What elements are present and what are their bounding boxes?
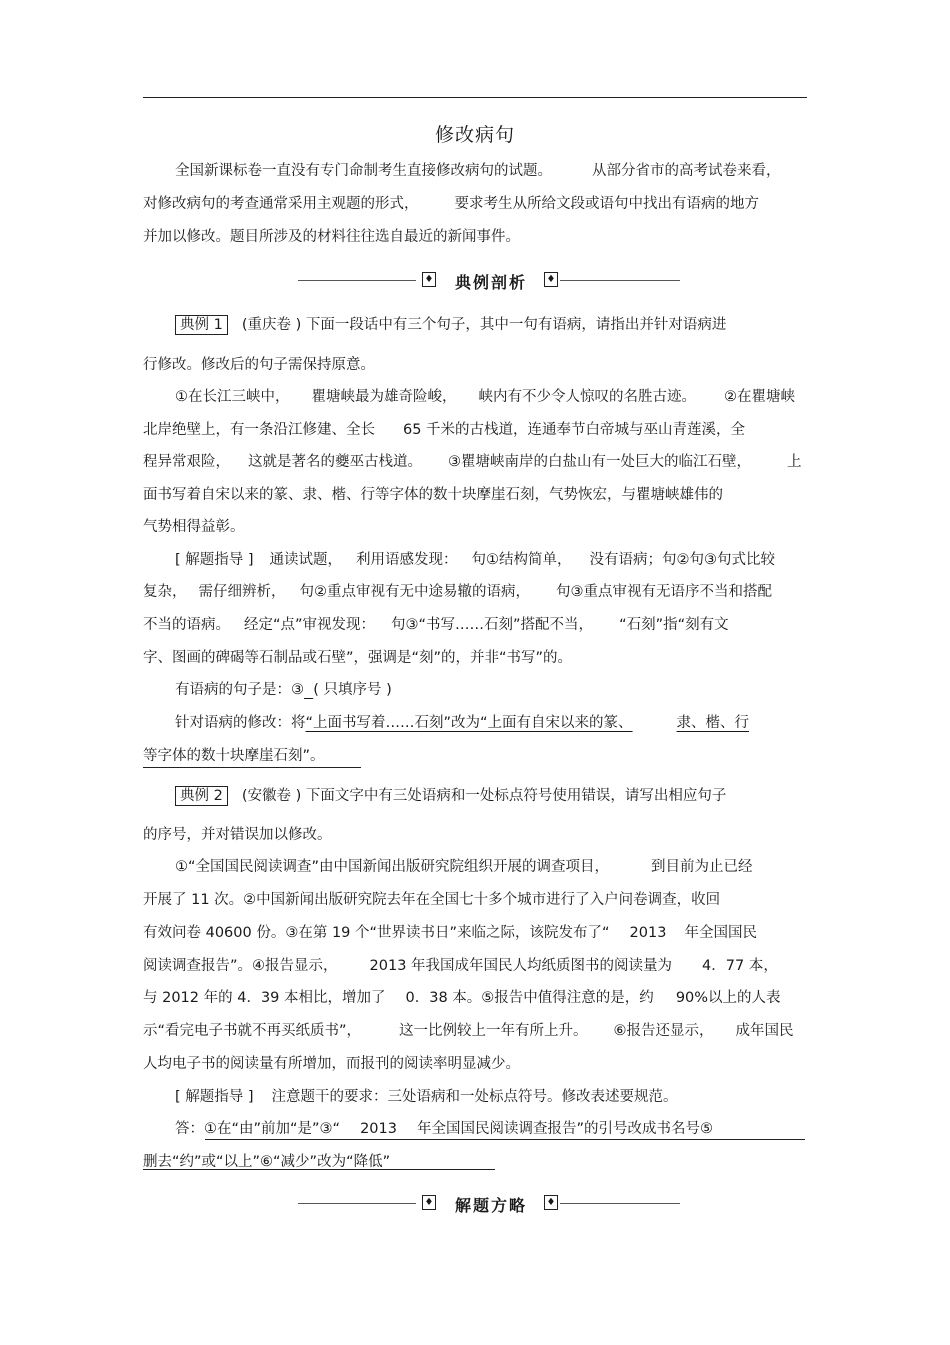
passage-text: 到目前为止已经 <box>651 859 753 875</box>
example-text: (安徽卷 ) 下面文字中有三处语病和一处标点符号使用错误，请写出相应句子 <box>241 788 727 804</box>
example-1-heading <box>175 315 726 335</box>
guide-label: [ 解题指导 ] <box>175 1089 254 1105</box>
passage-text: ①“全国国民阅读调查”由中国新闻出版研究院组织开展的调查项目， <box>175 859 610 875</box>
section-header-strategies <box>298 1192 680 1216</box>
example-2-passage: 人均电子书的阅读量有所增加，而报刊的阅读率明显减少。 <box>143 1056 520 1072</box>
answer-text: 等字体的数十块摩崖石刻”。 <box>143 748 325 764</box>
answer-text: “上面书写着……石刻”改为“上面有自宋以来的篆、 <box>305 715 633 731</box>
passage-text: ①在长江三峡中， <box>175 389 290 405</box>
guide-text: 句③重点审视有无语序不当和搭配 <box>556 584 772 600</box>
guide-text: 句③“书写……石刻”搭配不当， <box>391 617 594 633</box>
intro-line-2 <box>143 194 759 214</box>
guide-text: 利用语感发现： <box>356 552 458 568</box>
answer-label: 答： <box>175 1121 204 1137</box>
answer-text: 隶、楷、行 <box>676 715 750 731</box>
example-1-heading-cont: 行修改。修改后的句子需保持原意。 <box>143 357 375 373</box>
answer-text: 年全国国民阅读调查报告”的引号改成书名号⑤ <box>416 1121 713 1137</box>
guide-text: 经定“点”审视发现： <box>244 617 376 633</box>
passage-text: ⑥报告还显示， <box>613 1023 714 1039</box>
passage-text: 这就是著名的夔巫古栈道。 <box>248 454 422 470</box>
intro-text: 全国新课标卷一直没有专门命制考生直接修改病句的试题。 <box>175 163 552 179</box>
passage-text: 峡内有不少令人惊叹的名胜古迹。 <box>478 389 696 405</box>
divider <box>560 280 680 281</box>
divider <box>298 280 416 281</box>
question-text: 有语病的句子是：③ <box>175 682 304 698</box>
passage-text: 90%以上的人表 <box>675 990 781 1006</box>
quill-icon: ♦ <box>544 272 558 287</box>
guide-label: [ 解题指导 ] <box>175 552 254 568</box>
passage-text: ③瞿塘峡南岸的白盐山有一处巨大的临江石壁， <box>448 454 751 470</box>
question-text: ( 只填序号 ) <box>313 682 392 698</box>
guide-text: “石刻”指“刻有文 <box>619 617 729 633</box>
header-rule <box>143 97 807 98</box>
guide-text: 需仔细辨析， <box>198 584 286 600</box>
intro-line-1 <box>175 161 781 181</box>
example-1-passage: 面书写着自宋以来的篆、隶、楷、行等字体的数十块摩崖石刻，气势恢宏，与瞿塘峡雄伟的 <box>143 487 723 503</box>
passage-text: 4．77 本， <box>702 958 778 974</box>
answer-underline <box>143 1169 495 1170</box>
example-1-answer <box>143 746 325 766</box>
example-2-passage <box>143 956 778 976</box>
example-2-passage <box>143 923 757 943</box>
divider <box>560 1203 680 1204</box>
example-2-answer: 删去“约”或“以上”⑥“减少”改为“降低” <box>143 1154 391 1170</box>
answer-underline <box>143 767 361 768</box>
example-2-passage <box>143 1021 794 1041</box>
guide-text: 不当的语病。 <box>143 617 230 633</box>
answer-text: 2013 <box>360 1121 397 1137</box>
example-tag: 典例 2 <box>175 786 228 806</box>
passage-text: 0．38 本。⑤报告中值得注意的是，约 <box>405 990 654 1006</box>
passage-text: 65 千米的古栈道，连通奉节白帝城与巫山青莲溪，全 <box>403 422 746 438</box>
passage-text: 示“看完电子书就不再买纸质书”， <box>143 1023 362 1039</box>
intro-line-3: 并加以修改。题目所涉及的材料往往选自最近的新闻事件。 <box>143 229 520 245</box>
passage-text: 有效问卷 40600 份。③在第 19 个“世界读书日”来临之际，该院发布了“ <box>143 925 610 941</box>
page-title: 修改病句 <box>434 124 515 146</box>
example-2-passage <box>175 857 753 877</box>
example-1-question <box>175 680 392 700</box>
guide-text: 注意题干的要求：三处语病和一处标点符号。修改表述要规范。 <box>271 1089 678 1105</box>
guide-text: 句①结构简单， <box>471 552 572 568</box>
passage-text: 成年国民 <box>735 1023 794 1039</box>
guide-text: 没有语病；句②句③句式比较 <box>589 552 776 568</box>
intro-text: 从部分省市的高考试卷来看， <box>592 163 781 179</box>
example-1-passage <box>175 387 795 407</box>
quill-icon: ♦ <box>544 1195 558 1210</box>
passage-text: 这一比例较上一年有所上升。 <box>399 1023 588 1039</box>
example-text: (重庆卷 ) 下面一段话中有三个句子，其中一句有语病，请指出并针对语病进 <box>241 317 727 333</box>
passage-text: 年全国国民 <box>684 925 757 941</box>
answer-underline <box>205 1139 805 1140</box>
example-2-answer <box>175 1119 713 1139</box>
example-tag: 典例 1 <box>175 315 228 335</box>
section-header-examples <box>298 269 680 293</box>
section-title: 典例剖析 <box>454 273 527 292</box>
intro-text: 要求考生从所给文段或语句中找出有语病的地方 <box>454 196 759 212</box>
passage-text: 2013 年我国成年国民人均纸质图书的阅读量为 <box>369 958 673 974</box>
example-2-guide <box>175 1087 678 1107</box>
example-1-guide <box>143 582 772 602</box>
guide-text: 复杂， <box>143 584 187 600</box>
example-2-heading-cont: 的序号，并对错误加以修改。 <box>143 827 332 843</box>
section-title: 解题方略 <box>454 1196 527 1215</box>
example-1-answer <box>175 713 749 733</box>
example-1-passage <box>143 420 745 440</box>
example-1-passage: 气势相得益彰。 <box>143 519 245 535</box>
guide-text: 句②重点审视有无中途易辙的语病， <box>299 584 530 600</box>
passage-text: 与 2012 年的 4．39 本相比，增加了 <box>143 990 386 1006</box>
example-2-passage: 开展了 11 次。②中国新闻出版研究院去年在全国七十多个城市进行了入户问卷调查，收回 <box>143 892 721 908</box>
quill-icon: ♦ <box>422 1195 436 1210</box>
answer-text: ①在“由”前加“是”③“ <box>204 1121 341 1137</box>
example-1-guide: 字、图画的碑碣等石制品或石壁”，强调是“刻”的，并非“书写”的。 <box>143 650 573 666</box>
example-1-guide <box>175 550 775 570</box>
example-2-heading <box>175 786 726 806</box>
passage-text: 上 <box>787 454 802 470</box>
answer-blank <box>304 682 313 698</box>
guide-text: 通读试题， <box>269 552 343 568</box>
example-1-passage <box>143 452 802 472</box>
intro-text: 对修改病句的考查通常采用主观题的形式， <box>143 196 419 212</box>
passage-text: 瞿塘峡最为雄奇险峻， <box>311 389 457 405</box>
quill-icon: ♦ <box>422 272 436 287</box>
passage-text: 程异常艰险， <box>143 454 230 470</box>
divider <box>298 1203 416 1204</box>
example-2-passage <box>143 988 781 1008</box>
passage-text: 北岸绝壁上，有一条沿江修建、全长 <box>143 422 375 438</box>
passage-text: ②在瞿塘峡 <box>724 389 795 405</box>
example-1-guide <box>143 615 729 635</box>
question-text: 针对语病的修改：将 <box>175 715 306 731</box>
passage-text: 2013 <box>629 925 667 941</box>
passage-text: 阅读调查报告”。④报告显示， <box>143 958 338 974</box>
